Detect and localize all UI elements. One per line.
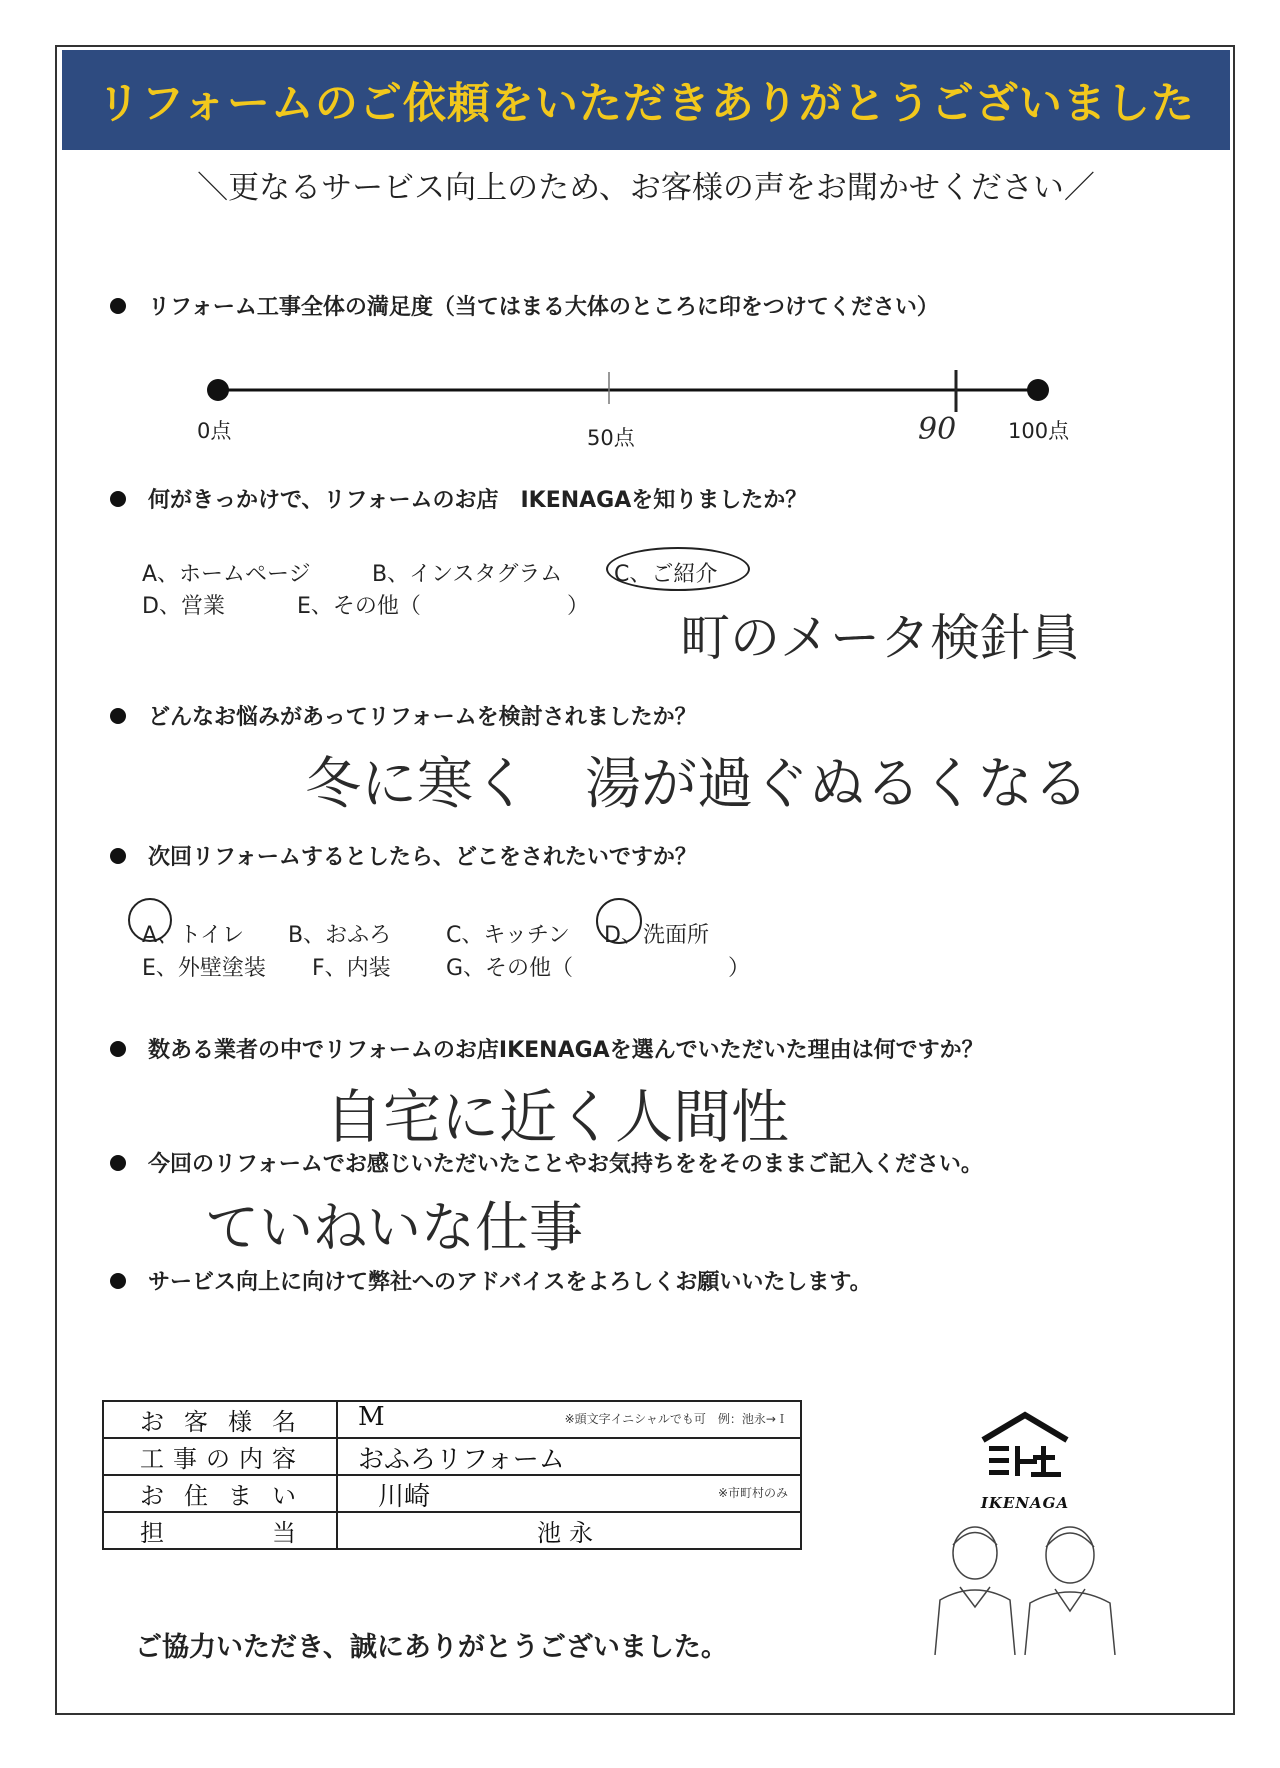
- question-4-text: 次回リフォームするとしたら、どこをされたいですか？: [148, 845, 697, 870]
- subtitle: ＼更なるサービス向上のため、お客様の声をお聞かせください／: [197, 170, 1095, 206]
- bullet-icon: [110, 1155, 126, 1171]
- question-2-text: 何がきっかけで、リフォームのお店 IKENAGAを知りましたか？: [148, 488, 808, 513]
- residence-label: お住まい: [103, 1475, 337, 1512]
- table-row: [103, 1512, 801, 1549]
- q3-answer-handwritten: 冬に寒く 湯が過ぐぬるくなる: [305, 752, 1089, 817]
- question-4: [110, 840, 697, 871]
- q2-option-d: D、営業: [142, 594, 225, 619]
- staff-value: 池永: [337, 1512, 801, 1549]
- customer-name-value: M: [358, 1402, 385, 1432]
- q4-option-c: C、キッチン: [446, 923, 570, 948]
- work-content-label: 工事の内容: [103, 1438, 337, 1475]
- table-row: [103, 1475, 801, 1512]
- bullet-icon: [110, 1273, 126, 1289]
- staff-illustration: [915, 1515, 1135, 1655]
- work-content-value: おふろリフォーム: [358, 1445, 565, 1475]
- scale-min-label: 0点: [197, 419, 232, 443]
- q6-answer-handwritten: ていねいな仕事: [205, 1196, 583, 1259]
- q2-option-e-close: ）: [567, 594, 590, 619]
- question-7: [110, 1265, 872, 1296]
- q4-option-g: G、その他（: [446, 956, 574, 981]
- residence-value: 川崎: [378, 1482, 431, 1512]
- work-content-cell: [337, 1438, 801, 1475]
- q4-selection-circle-a: [128, 898, 172, 942]
- logo-text: IKENAGA: [980, 1494, 1070, 1512]
- question-7-text: サービス向上に向けて弊社へのアドバイスをよろしくお願いいたします。: [148, 1270, 872, 1295]
- q4-selection-circle-d: [596, 898, 642, 944]
- question-3: [110, 700, 697, 731]
- q4-option-e: E、外壁塗装: [142, 956, 266, 981]
- bullet-icon: [110, 491, 126, 507]
- customer-info-table: [102, 1400, 802, 1550]
- question-6: [110, 1147, 983, 1178]
- customer-name-label: お客様名: [103, 1401, 337, 1438]
- question-1: [110, 290, 939, 321]
- house-logo-icon: [975, 1410, 1075, 1490]
- q2-option-a: A、ホームページ: [142, 562, 311, 587]
- scale-mid-label: 50点: [587, 426, 635, 450]
- q2-option-b: B、インスタグラム: [372, 562, 563, 587]
- q4-option-f: F、内装: [312, 956, 391, 981]
- ikenaga-logo: [975, 1410, 1075, 1512]
- question-3-text: どんなお悩みがあってリフォームを検討されましたか？: [148, 705, 697, 730]
- bullet-icon: [110, 848, 126, 864]
- bullet-icon: [110, 298, 126, 314]
- scale-start-dot: [207, 379, 229, 401]
- bullet-icon: [110, 1041, 126, 1057]
- question-1-text: リフォーム工事全体の満足度（当てはまる大体のところに印をつけてください）: [148, 295, 939, 320]
- title-banner: [62, 50, 1230, 150]
- closing-thanks: ご協力いただき、誠にありがとうございました。: [135, 1632, 728, 1663]
- customer-name-cell: [337, 1401, 801, 1438]
- q2-option-c: C、ご紹介: [614, 562, 718, 587]
- q4-option-b: B、おふろ: [288, 923, 392, 948]
- scale-end-dot: [1027, 379, 1049, 401]
- q4-option-a: A、トイレ: [142, 923, 244, 948]
- q2-answer-handwritten: 町のメータ検針員: [680, 609, 1080, 667]
- staff-label: 担当: [103, 1512, 337, 1549]
- customer-name-note: ※頭文字イニシャルでも可 例：池永→Ｉ: [564, 1412, 788, 1426]
- table-row: [103, 1401, 801, 1438]
- q5-answer-handwritten: 自宅に近く人間性: [325, 1083, 790, 1151]
- scale-max-label: 100点: [1008, 419, 1070, 443]
- q4-option-d: D、洗面所: [604, 923, 709, 948]
- q4-option-g-close: ）: [728, 956, 751, 981]
- residence-note: ※市町村のみ: [717, 1486, 788, 1500]
- question-2: [110, 483, 807, 514]
- bullet-icon: [110, 708, 126, 724]
- residence-cell: [337, 1475, 801, 1512]
- question-5: [110, 1033, 984, 1064]
- banner-title: リフォームのご依頼をいただきありがとうございました: [97, 78, 1195, 129]
- scale-answer-handwritten: 90: [918, 412, 957, 447]
- q2-option-e: E、その他（: [297, 594, 421, 619]
- question-5-text: 数ある業者の中でリフォームのお店IKENAGAを選んでいただいた理由は何ですか？: [148, 1038, 984, 1063]
- table-row: [103, 1438, 801, 1475]
- question-6-text: 今回のリフォームでお感じいただいたことやお気持ちををそのままご記入ください。: [148, 1152, 983, 1177]
- q2-selection-circle: [606, 547, 750, 591]
